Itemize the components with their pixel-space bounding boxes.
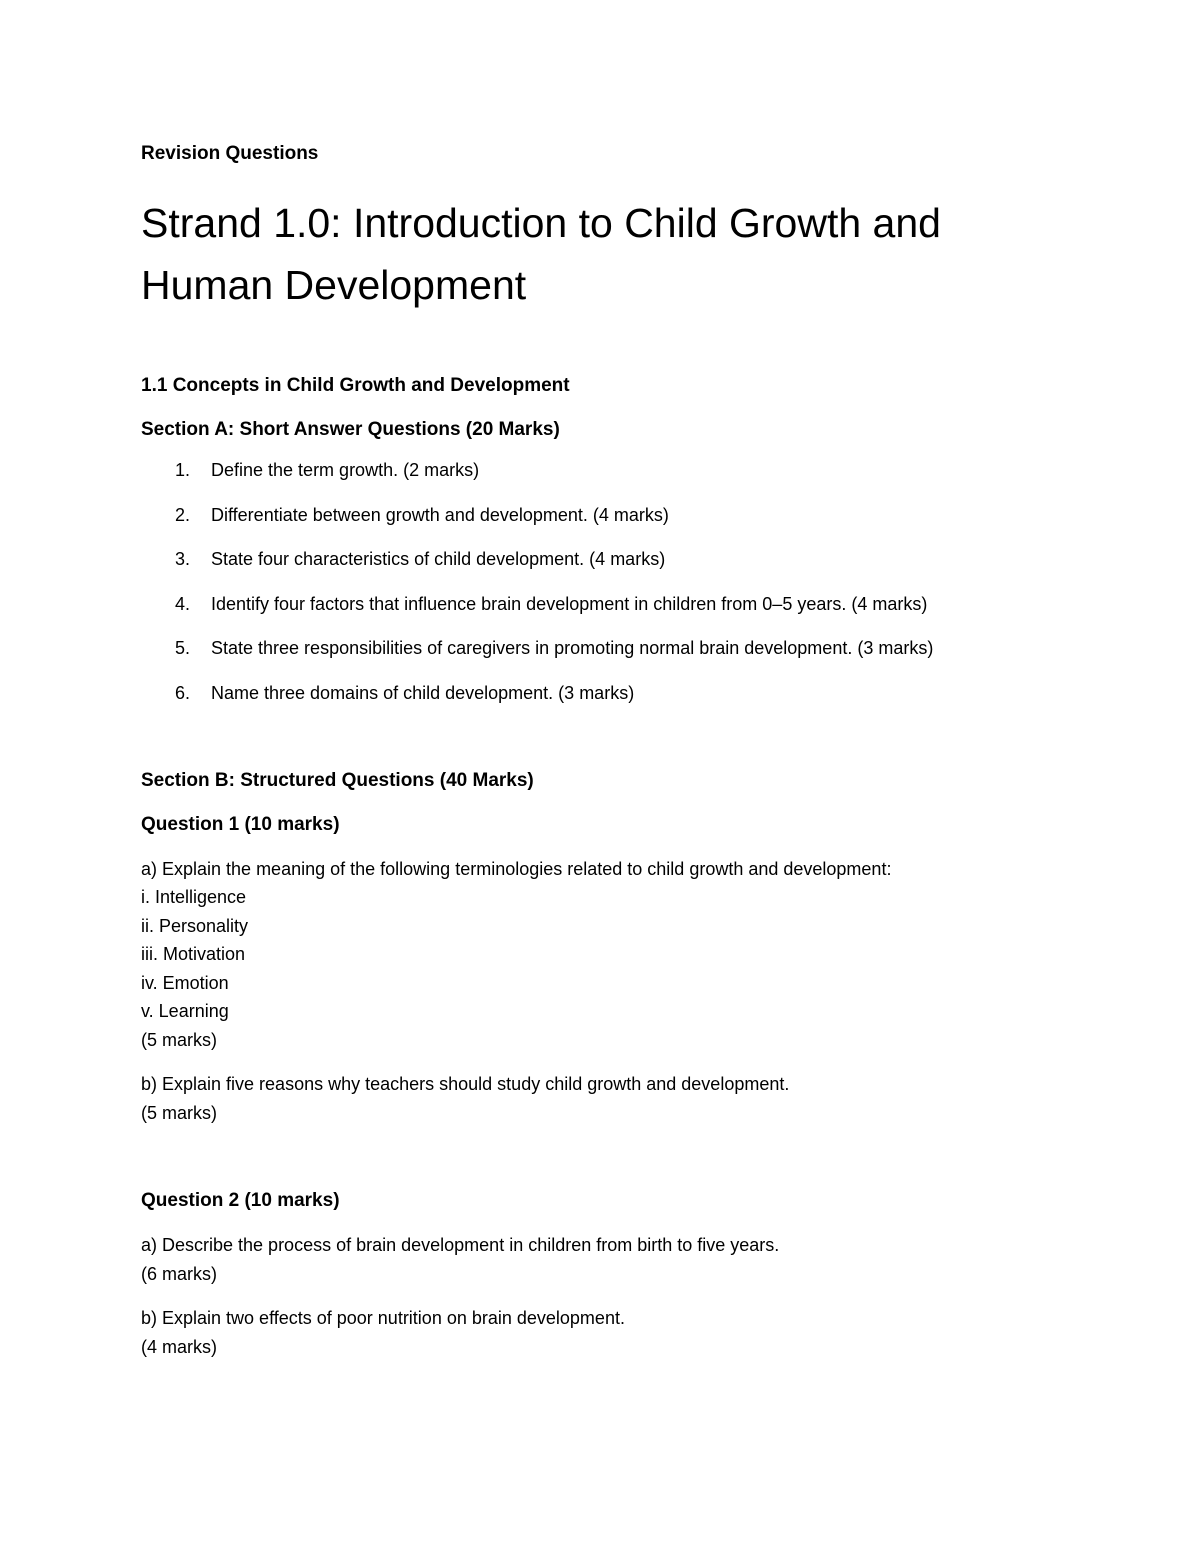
question-1-part-a <box>141 855 1041 1055</box>
question-2-heading: Question 2 (10 marks) <box>141 1190 340 1211</box>
question-1-part-b-marks: (5 marks) <box>141 1102 217 1123</box>
document-content <box>141 140 1041 1361</box>
question-2-part-a <box>141 1231 1041 1288</box>
document-title <box>141 192 1041 316</box>
list-item <box>141 679 1041 707</box>
question-2-part-b-marks: (4 marks) <box>141 1336 217 1357</box>
list-item <box>141 501 1041 529</box>
question-text: Identify four factors that influence brain development in children from 0–5 years. (4 marks) <box>211 593 928 614</box>
question-2-part-a-text: a) Describe the process of brain development in children from birth to five years. <box>141 1235 780 1255</box>
section-a-heading: Section A: Short Answer Questions (20 Marks) <box>141 419 560 440</box>
question-text: State three responsibilities of caregivers in promoting normal brain development. (3 marks) <box>211 638 934 658</box>
term-item: i. Intelligence <box>141 887 247 907</box>
question-2-part-b <box>141 1304 1041 1361</box>
list-item <box>141 590 1041 618</box>
question-1-heading: Question 1 (10 marks) <box>141 813 340 835</box>
title-line-2: Human Development <box>141 262 527 308</box>
question-text: Differentiate between growth and development. (4 marks) <box>211 504 669 525</box>
question-1-part-b <box>141 1070 1041 1127</box>
question-text: State four characteristics of child development. (4 marks) <box>211 549 666 569</box>
section-a-question-list <box>141 456 1041 707</box>
question-text: Define the term growth. (2 marks) <box>211 460 480 480</box>
list-item <box>141 456 1041 484</box>
term-item: v. Learning <box>141 1001 229 1021</box>
question-1-part-a-marks: (5 marks) <box>141 1029 217 1050</box>
document-label: Revision Questions <box>141 143 319 164</box>
list-item <box>141 545 1041 573</box>
subsection-heading: 1.1 Concepts in Child Growth and Development <box>141 375 570 396</box>
question-number: 1. <box>175 460 191 480</box>
term-item: iv. Emotion <box>141 972 229 993</box>
question-number: 2. <box>175 504 191 525</box>
list-item <box>141 634 1041 662</box>
question-number: 3. <box>175 549 191 569</box>
title-line-1: Strand 1.0: Introduction to Child Growth and <box>141 200 941 246</box>
question-1-part-b-text: b) Explain five reasons why teachers should study child growth and development. <box>141 1074 790 1094</box>
question-text: Name three domains of child development. (3 marks) <box>211 682 635 703</box>
section-b-heading: Section B: Structured Questions (40 Marks) <box>141 769 534 791</box>
question-number: 5. <box>175 638 191 658</box>
question-number: 6. <box>175 682 191 703</box>
term-item: ii. Personality <box>141 915 249 936</box>
question-2-part-b-text: b) Explain two effects of poor nutrition on brain development. <box>141 1308 625 1328</box>
term-item: iii. Motivation <box>141 944 246 964</box>
question-2-part-a-marks: (6 marks) <box>141 1263 217 1284</box>
question-number: 4. <box>175 593 191 614</box>
question-1-part-a-intro: a) Explain the meaning of the following terminologies related to child growth and development: <box>141 858 892 879</box>
